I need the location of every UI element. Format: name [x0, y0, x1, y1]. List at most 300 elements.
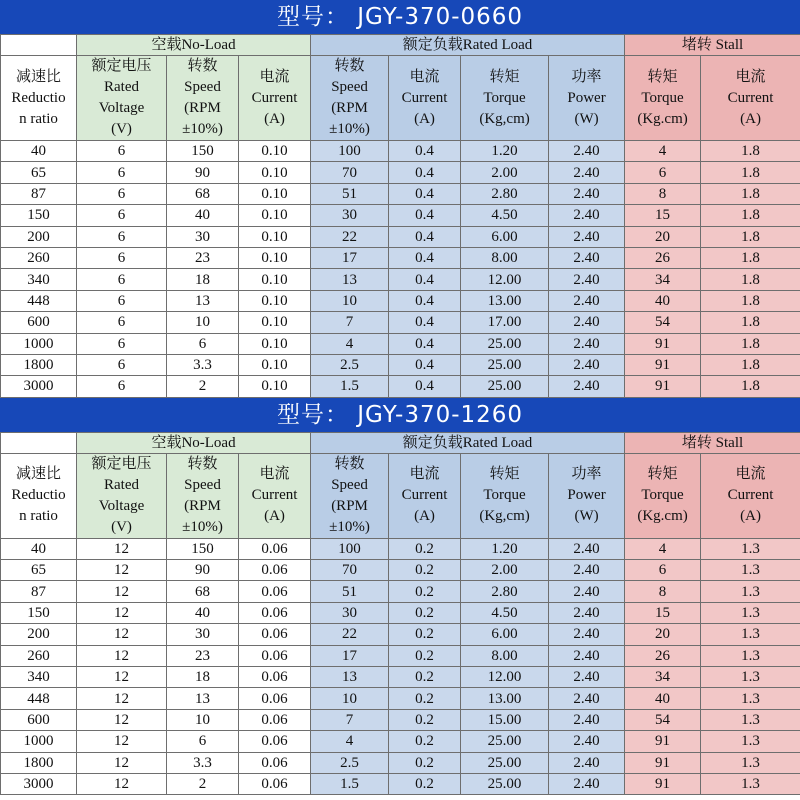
cell-rated-speed: 30 — [311, 205, 389, 226]
cell-rated-power: 2.40 — [549, 183, 625, 204]
cell-stall-torque: 15 — [625, 602, 701, 623]
cell-stall-current: 1.8 — [701, 269, 800, 290]
cell-rated-power: 2.40 — [549, 752, 625, 773]
cell-stall-torque: 6 — [625, 162, 701, 183]
cell-noload-current: 0.10 — [239, 333, 311, 354]
cell-rated-power: 2.40 — [549, 312, 625, 333]
spec-table-block — [0, 0, 800, 398]
column-header-line: 转矩 — [489, 68, 520, 85]
column-header-line: 电流 — [735, 68, 766, 85]
cell-ratio: 340 — [1, 269, 77, 290]
cell-ratio: 1000 — [1, 333, 77, 354]
cell-noload-speed: 90 — [167, 162, 239, 183]
cell-stall-torque: 40 — [625, 290, 701, 311]
cell-noload-current: 0.10 — [239, 183, 311, 204]
cell-noload-current: 0.06 — [239, 581, 311, 602]
column-header-line: 减速比 — [15, 68, 61, 85]
column-header-line: Reductio — [11, 487, 66, 504]
column-header-line: 转矩 — [489, 466, 520, 483]
column-header-line: (RPM — [331, 497, 368, 514]
cell-rated-current: 0.2 — [389, 773, 461, 794]
cell-stall-current: 1.3 — [701, 688, 800, 709]
cell-noload-speed: 18 — [167, 269, 239, 290]
table-row — [1, 624, 800, 645]
cell-noload-current: 0.10 — [239, 312, 311, 333]
cell-voltage: 12 — [77, 709, 167, 730]
column-header-line: 转数 — [334, 58, 365, 74]
column-header-line: Torque — [641, 487, 684, 504]
cell-stall-torque: 91 — [625, 354, 701, 375]
cell-noload-current: 0.10 — [239, 226, 311, 247]
cell-stall-current: 1.8 — [701, 162, 800, 183]
cell-stall-current: 1.3 — [701, 709, 800, 730]
column-header-line: (W) — [574, 110, 599, 127]
cell-rated-speed: 70 — [311, 560, 389, 581]
cell-ratio: 40 — [1, 538, 77, 559]
cell-noload-current: 0.10 — [239, 247, 311, 268]
cell-stall-torque: 91 — [625, 752, 701, 773]
cell-rated-speed: 22 — [311, 624, 389, 645]
column-header-line: 转数 — [187, 58, 218, 74]
cell-rated-current: 0.4 — [389, 269, 461, 290]
cell-noload-current: 0.10 — [239, 141, 311, 162]
cell-stall-current: 1.3 — [701, 667, 800, 688]
cell-noload-current: 0.06 — [239, 560, 311, 581]
column-header-line: 电流 — [409, 68, 440, 85]
cell-noload-current: 0.06 — [239, 709, 311, 730]
column-header-line: Rated — [104, 476, 139, 493]
column-header-noload-speed — [167, 453, 239, 538]
cell-rated-current: 0.4 — [389, 226, 461, 247]
table-row — [1, 731, 800, 752]
group-header-no-load: 空载No-Load — [77, 432, 311, 453]
cell-rated-current: 0.4 — [389, 376, 461, 397]
column-header-rated-torque — [461, 453, 549, 538]
column-header-line: (Kg.cm) — [637, 110, 688, 127]
cell-ratio: 1800 — [1, 354, 77, 375]
cell-noload-speed: 30 — [167, 226, 239, 247]
cell-voltage: 6 — [77, 247, 167, 268]
table-row — [1, 667, 800, 688]
column-header-noload-current — [239, 453, 311, 538]
cell-noload-speed: 2 — [167, 773, 239, 794]
cell-stall-current: 1.8 — [701, 226, 800, 247]
cell-rated-speed: 51 — [311, 581, 389, 602]
table-row — [1, 752, 800, 773]
cell-stall-current: 1.8 — [701, 183, 800, 204]
table-row — [1, 581, 800, 602]
cell-rated-current: 0.2 — [389, 624, 461, 645]
column-header-line: Speed — [331, 79, 368, 95]
table-row — [1, 312, 800, 333]
cell-stall-torque: 15 — [625, 205, 701, 226]
cell-noload-speed: 18 — [167, 667, 239, 688]
column-header-line: Speed — [184, 476, 221, 493]
table-row — [1, 602, 800, 623]
cell-voltage: 12 — [77, 645, 167, 666]
column-header-line: (A) — [414, 508, 435, 525]
cell-rated-current: 0.4 — [389, 205, 461, 226]
cell-stall-torque: 40 — [625, 688, 701, 709]
cell-rated-speed: 51 — [311, 183, 389, 204]
column-header-line: Current — [401, 487, 448, 504]
spec-table-block — [0, 398, 800, 796]
table-row — [1, 226, 800, 247]
group-header-blank — [1, 35, 77, 56]
column-header-line: 转数 — [334, 455, 365, 472]
group-header-no-load: 空载No-Load — [77, 35, 311, 56]
cell-rated-power: 2.40 — [549, 376, 625, 397]
spec-table — [0, 34, 800, 398]
column-header-line: Voltage — [98, 497, 145, 514]
cell-noload-current: 0.06 — [239, 602, 311, 623]
cell-ratio: 448 — [1, 290, 77, 311]
table-row — [1, 376, 800, 397]
cell-voltage: 12 — [77, 538, 167, 559]
cell-noload-current: 0.06 — [239, 688, 311, 709]
cell-rated-speed: 30 — [311, 602, 389, 623]
cell-rated-speed: 7 — [311, 312, 389, 333]
cell-rated-current: 0.4 — [389, 162, 461, 183]
cell-rated-torque: 25.00 — [461, 731, 549, 752]
cell-rated-current: 0.4 — [389, 247, 461, 268]
column-header-line: (A) — [264, 110, 285, 127]
cell-stall-current: 1.3 — [701, 560, 800, 581]
cell-voltage: 12 — [77, 752, 167, 773]
group-header-stall: 堵转 Stall — [625, 432, 800, 453]
cell-rated-power: 2.40 — [549, 731, 625, 752]
cell-noload-speed: 90 — [167, 560, 239, 581]
cell-rated-current: 0.4 — [389, 183, 461, 204]
cell-noload-speed: 13 — [167, 290, 239, 311]
column-header-line: (V) — [111, 121, 132, 137]
column-header-line: Torque — [641, 89, 684, 106]
column-header-line: Current — [727, 487, 774, 504]
cell-noload-speed: 3.3 — [167, 752, 239, 773]
cell-ratio: 65 — [1, 560, 77, 581]
cell-ratio: 3000 — [1, 376, 77, 397]
cell-rated-current: 0.4 — [389, 312, 461, 333]
cell-rated-torque: 13.00 — [461, 290, 549, 311]
cell-stall-current: 1.3 — [701, 752, 800, 773]
cell-rated-speed: 10 — [311, 290, 389, 311]
column-header-line: Current — [401, 89, 448, 106]
column-header-line: (RPM — [184, 497, 221, 514]
table-row — [1, 290, 800, 311]
column-header-noload-speed — [167, 56, 239, 141]
column-header-line: 额定电压 — [91, 58, 152, 74]
cell-voltage: 6 — [77, 312, 167, 333]
cell-rated-torque: 25.00 — [461, 773, 549, 794]
cell-rated-power: 2.40 — [549, 290, 625, 311]
cell-voltage: 12 — [77, 731, 167, 752]
cell-noload-speed: 3.3 — [167, 354, 239, 375]
cell-voltage: 6 — [77, 162, 167, 183]
cell-voltage: 12 — [77, 688, 167, 709]
cell-ratio: 150 — [1, 602, 77, 623]
column-header-rated-power — [549, 453, 625, 538]
column-header-noload-current — [239, 56, 311, 141]
cell-rated-current: 0.2 — [389, 709, 461, 730]
column-header-rated-torque — [461, 56, 549, 141]
column-header-line: (A) — [414, 110, 435, 127]
cell-rated-power: 2.40 — [549, 645, 625, 666]
cell-noload-speed: 30 — [167, 624, 239, 645]
column-header-line: ±10%) — [182, 518, 223, 535]
cell-rated-power: 2.40 — [549, 141, 625, 162]
cell-ratio: 200 — [1, 624, 77, 645]
cell-stall-current: 1.3 — [701, 602, 800, 623]
cell-voltage: 6 — [77, 333, 167, 354]
column-header-line: 减速比 — [15, 466, 61, 483]
cell-ratio: 1000 — [1, 731, 77, 752]
column-header-line: n ratio — [19, 110, 58, 127]
cell-stall-current: 1.8 — [701, 312, 800, 333]
cell-rated-speed: 1.5 — [311, 376, 389, 397]
cell-stall-current: 1.3 — [701, 645, 800, 666]
cell-rated-current: 0.4 — [389, 354, 461, 375]
cell-voltage: 6 — [77, 269, 167, 290]
table-row — [1, 538, 800, 559]
cell-rated-current: 0.2 — [389, 752, 461, 773]
table-row — [1, 645, 800, 666]
cell-rated-current: 0.2 — [389, 645, 461, 666]
cell-noload-speed: 23 — [167, 247, 239, 268]
column-header-rated-current — [389, 453, 461, 538]
column-header-rated-current — [389, 56, 461, 141]
cell-rated-torque: 1.20 — [461, 538, 549, 559]
cell-rated-torque: 4.50 — [461, 205, 549, 226]
column-header-line: (Kg.cm) — [637, 508, 688, 525]
cell-ratio: 260 — [1, 247, 77, 268]
cell-rated-speed: 22 — [311, 226, 389, 247]
column-header-voltage — [77, 56, 167, 141]
group-header-rated: 额定负载Rated Load — [311, 35, 625, 56]
table-row — [1, 269, 800, 290]
cell-rated-torque: 2.80 — [461, 581, 549, 602]
cell-ratio: 65 — [1, 162, 77, 183]
cell-ratio: 200 — [1, 226, 77, 247]
cell-rated-power: 2.40 — [549, 667, 625, 688]
cell-rated-torque: 25.00 — [461, 752, 549, 773]
cell-rated-speed: 4 — [311, 333, 389, 354]
cell-noload-speed: 6 — [167, 333, 239, 354]
cell-noload-speed: 68 — [167, 581, 239, 602]
cell-stall-torque: 26 — [625, 247, 701, 268]
column-header-line: Current — [251, 89, 298, 106]
cell-noload-current: 0.10 — [239, 269, 311, 290]
cell-stall-torque: 91 — [625, 773, 701, 794]
cell-rated-speed: 70 — [311, 162, 389, 183]
cell-ratio: 340 — [1, 667, 77, 688]
cell-rated-torque: 25.00 — [461, 333, 549, 354]
cell-ratio: 150 — [1, 205, 77, 226]
column-header-line: Torque — [483, 487, 526, 504]
table-row — [1, 205, 800, 226]
column-header-line: 电流 — [259, 466, 290, 483]
cell-rated-speed: 4 — [311, 731, 389, 752]
column-header-line: 功率 — [571, 466, 602, 483]
cell-rated-speed: 2.5 — [311, 752, 389, 773]
cell-rated-torque: 6.00 — [461, 226, 549, 247]
cell-noload-speed: 23 — [167, 645, 239, 666]
cell-ratio: 87 — [1, 581, 77, 602]
column-header-stall-torque — [625, 453, 701, 538]
column-header-line: (A) — [264, 508, 285, 525]
column-header-stall-current — [701, 453, 800, 538]
column-header-voltage — [77, 453, 167, 538]
column-header-line: 电流 — [259, 68, 290, 85]
column-header-line: 功率 — [571, 68, 602, 85]
cell-noload-current: 0.10 — [239, 376, 311, 397]
cell-rated-torque: 8.00 — [461, 645, 549, 666]
cell-rated-power: 2.40 — [549, 269, 625, 290]
cell-rated-current: 0.4 — [389, 333, 461, 354]
column-header-line: ±10%) — [329, 518, 370, 535]
column-header-line: Reductio — [11, 89, 66, 106]
cell-rated-torque: 6.00 — [461, 624, 549, 645]
table-row — [1, 141, 800, 162]
table-row — [1, 183, 800, 204]
cell-stall-current: 1.8 — [701, 205, 800, 226]
table-row — [1, 247, 800, 268]
column-header-line: 转矩 — [647, 68, 678, 85]
cell-rated-torque: 17.00 — [461, 312, 549, 333]
table-row — [1, 162, 800, 183]
column-header-line: 电流 — [409, 466, 440, 483]
column-header-line: Current — [727, 89, 774, 106]
spec-table — [0, 432, 800, 796]
cell-rated-torque: 2.00 — [461, 162, 549, 183]
column-header-line: Torque — [483, 89, 526, 106]
cell-ratio: 87 — [1, 183, 77, 204]
cell-rated-power: 2.40 — [549, 354, 625, 375]
cell-noload-current: 0.06 — [239, 752, 311, 773]
cell-stall-torque: 26 — [625, 645, 701, 666]
cell-rated-current: 0.2 — [389, 581, 461, 602]
cell-noload-speed: 13 — [167, 688, 239, 709]
cell-rated-torque: 2.80 — [461, 183, 549, 204]
cell-rated-power: 2.40 — [549, 581, 625, 602]
cell-voltage: 6 — [77, 376, 167, 397]
cell-rated-speed: 13 — [311, 269, 389, 290]
cell-stall-current: 1.3 — [701, 624, 800, 645]
cell-rated-power: 2.40 — [549, 162, 625, 183]
column-header-line: 电流 — [735, 466, 766, 483]
column-header-line: Speed — [331, 476, 368, 493]
cell-rated-speed: 1.5 — [311, 773, 389, 794]
column-header-ratio — [1, 56, 77, 141]
cell-stall-torque: 91 — [625, 731, 701, 752]
cell-rated-current: 0.4 — [389, 141, 461, 162]
table-row — [1, 688, 800, 709]
cell-rated-speed: 2.5 — [311, 354, 389, 375]
cell-noload-current: 0.10 — [239, 205, 311, 226]
cell-ratio: 448 — [1, 688, 77, 709]
cell-noload-speed: 68 — [167, 183, 239, 204]
cell-rated-current: 0.2 — [389, 560, 461, 581]
cell-ratio: 600 — [1, 709, 77, 730]
table-row — [1, 333, 800, 354]
cell-stall-torque: 4 — [625, 141, 701, 162]
cell-rated-power: 2.40 — [549, 688, 625, 709]
cell-voltage: 6 — [77, 226, 167, 247]
cell-noload-current: 0.10 — [239, 162, 311, 183]
cell-noload-current: 0.06 — [239, 731, 311, 752]
cell-rated-torque: 12.00 — [461, 269, 549, 290]
cell-noload-speed: 40 — [167, 205, 239, 226]
column-header-line: (A) — [740, 110, 761, 127]
column-header-line: 转数 — [187, 455, 218, 472]
cell-rated-power: 2.40 — [549, 602, 625, 623]
column-header-stall-current — [701, 56, 800, 141]
column-header-line: Rated — [104, 79, 139, 95]
model-title-banner: 型号： JGY-370-1260 — [0, 398, 800, 432]
cell-rated-power: 2.40 — [549, 226, 625, 247]
cell-voltage: 6 — [77, 205, 167, 226]
cell-rated-current: 0.2 — [389, 538, 461, 559]
cell-stall-torque: 6 — [625, 560, 701, 581]
cell-stall-current: 1.3 — [701, 773, 800, 794]
cell-rated-speed: 7 — [311, 709, 389, 730]
cell-stall-torque: 34 — [625, 667, 701, 688]
cell-ratio: 260 — [1, 645, 77, 666]
cell-rated-current: 0.2 — [389, 667, 461, 688]
cell-stall-torque: 4 — [625, 538, 701, 559]
cell-ratio: 600 — [1, 312, 77, 333]
cell-voltage: 12 — [77, 667, 167, 688]
cell-rated-power: 2.40 — [549, 773, 625, 794]
cell-rated-power: 2.40 — [549, 247, 625, 268]
column-header-rated-speed — [311, 453, 389, 538]
column-header-stall-torque — [625, 56, 701, 141]
column-header-line: ±10%) — [182, 121, 223, 137]
column-header-line: (A) — [740, 508, 761, 525]
cell-voltage: 12 — [77, 581, 167, 602]
cell-stall-current: 1.8 — [701, 354, 800, 375]
column-header-line: (Kg,cm) — [479, 110, 530, 127]
cell-stall-torque: 54 — [625, 312, 701, 333]
column-header-line: 额定电压 — [91, 455, 152, 472]
cell-rated-current: 0.2 — [389, 688, 461, 709]
group-header-rated: 额定负载Rated Load — [311, 432, 625, 453]
cell-rated-speed: 17 — [311, 247, 389, 268]
column-header-line: (W) — [574, 508, 599, 525]
cell-stall-torque: 34 — [625, 269, 701, 290]
column-header-line: ±10%) — [329, 121, 370, 137]
cell-rated-power: 2.40 — [549, 560, 625, 581]
cell-rated-current: 0.2 — [389, 731, 461, 752]
cell-rated-torque: 25.00 — [461, 376, 549, 397]
cell-noload-current: 0.10 — [239, 354, 311, 375]
cell-ratio: 1800 — [1, 752, 77, 773]
column-header-line: Speed — [184, 79, 221, 95]
cell-stall-torque: 54 — [625, 709, 701, 730]
cell-stall-current: 1.8 — [701, 290, 800, 311]
cell-stall-current: 1.8 — [701, 376, 800, 397]
cell-rated-torque: 1.20 — [461, 141, 549, 162]
cell-rated-speed: 17 — [311, 645, 389, 666]
cell-rated-speed: 13 — [311, 667, 389, 688]
column-header-line: Voltage — [98, 100, 145, 116]
cell-rated-torque: 8.00 — [461, 247, 549, 268]
cell-rated-power: 2.40 — [549, 624, 625, 645]
cell-stall-torque: 91 — [625, 376, 701, 397]
cell-noload-current: 0.10 — [239, 290, 311, 311]
cell-rated-power: 2.40 — [549, 538, 625, 559]
column-header-line: (V) — [111, 518, 132, 535]
cell-rated-torque: 13.00 — [461, 688, 549, 709]
